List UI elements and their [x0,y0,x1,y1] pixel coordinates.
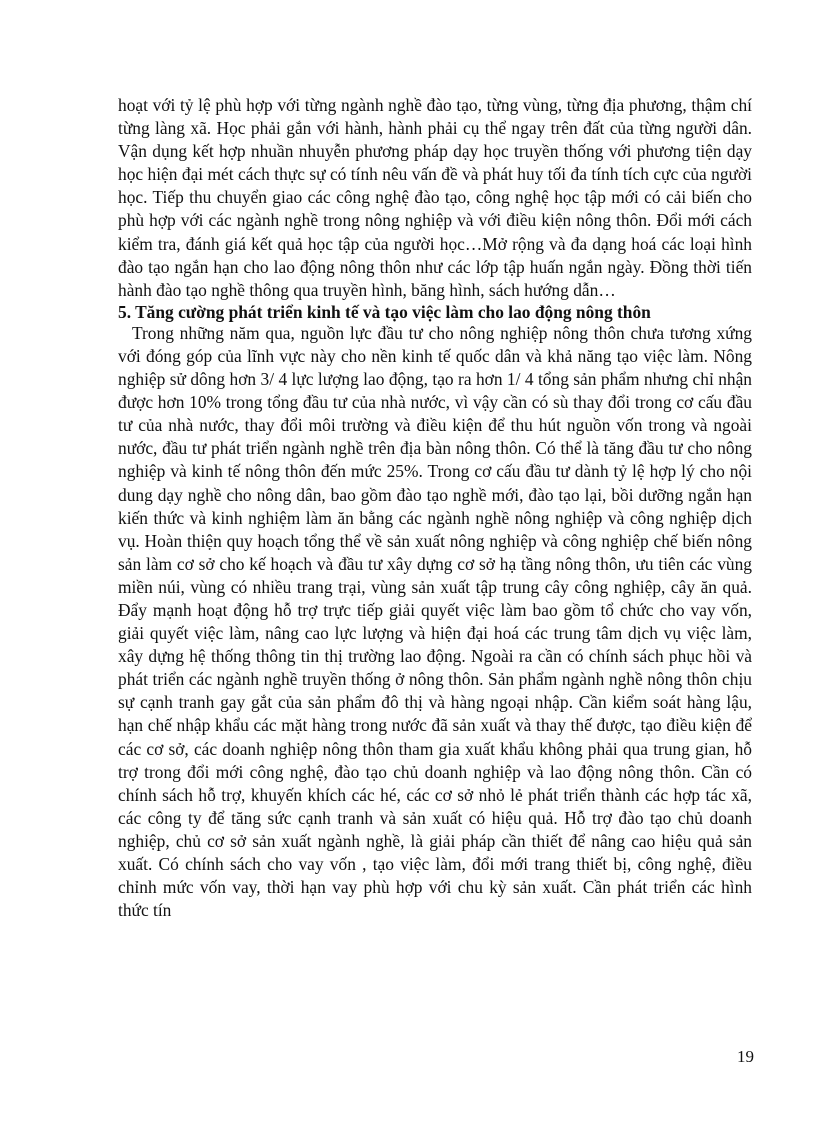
section-heading: 5. Tăng cường phát triển kinh tế và tạo việc làm cho lao động nông thôn [118,301,651,322]
paragraph-training-methods: hoạt với tỷ lệ phù hợp với từng ngành nghề đào tạo, từng vùng, từng địa phương, thậm chí từng làng xã. Học phải gắn với hành, hành phải cụ thể ngay trên đất của từng người dân. Vận dụng kết hợp nhuần nhuyễn phương pháp dạy học truyền thống với phương tiện dạy học hiện đại mét cách thực sự có tính nêu vấn đề và phát huy tối đa tính tích cực của người học. Tiếp thu chuyển giao các công nghệ đào tạo, công nghệ học tập mới có cải biến cho phù hợp với các ngành nghề trong nông nghiệp và với điều kiện nông thôn. Đổi mới cách kiểm tra, đánh giá kết quả học tập của người học…Mở rộng và đa dạng hoá các loại hình đào tạo ngắn hạn cho lao động nông thôn như các lớp tập huấn ngắn ngày. Đồng thời tiến hành đào tạo nghề thông qua truyền hình, băng hình, sách hướng dẫn… [118,95,752,300]
paragraph-economic-development: Trong những năm qua, nguồn lực đầu tư cho nông nghiệp nông thôn chưa tương xứng với đóng góp của lĩnh vực này cho nền kinh tế quốc dân và khả năng tạo việc làm. Nông nghiệp sử dông hơn 3/ 4 lực lượng lao động, tạo ra hơn 1/ 4 tổng sản phẩm nhưng chỉ nhận được hơn 10% trong tổng đầu tư của nhà nước, vì vậy cần có sù thay đổi trong cơ cấu đầu tư của nhà nước, thay đổi môi trường và điều kiện để thu hút nguồn vốn trong và ngoài nước, đầu tư phát triển ngành nghề trên địa bàn nông thôn. Có thể là tăng đầu tư cho nông nghiệp và kinh tế nông thôn đến mức 25%. Trong cơ cấu đầu tư dành tỷ lệ hợp lý cho nội dung dạy nghề cho nông dân, bao gồm đào tạo nghề mới, đào tạo lại, bồi dưỡng ngắn hạn kiến thức và kinh nghiệm làm ăn bằng các ngành nghề nông nghiệp và công nghiệp dịch vụ. Hoàn thiện quy hoạch tổng thể về sản xuất nông nghiệp và công nghiệp chế biến nông sản làm cơ sở cho kế hoạch và đầu tư xây dựng cơ sở hạ tầng nông thôn, ưu tiên các vùng miền núi, vùng có nhiều trang trại, vùng sản xuất tập trung cây công nghiệp, cây ăn quả. Đẩy mạnh hoạt động hỗ trợ trực tiếp giải quyết việc làm bao gồm tổ chức cho vay vốn, giải quyết việc làm, nâng cao lực lượng và hiện đại hoá các trung tâm dịch vụ việc làm, xây dựng hệ thống thông tin thị trường lao động. Ngoài ra cần có chính sách phục hồi và phát triển các ngành nghề truyền thống ở nông thôn. Sản phẩm ngành nghề nông thôn chịu sự cạnh tranh gay gắt của sản phẩm đô thị và hàng ngoại nhập. Cần kiểm soát hàng lậu, hạn chế nhập khẩu các mặt hàng trong nước đã sản xuất và thay thế được, tạo điều kiện để các cơ sở, các doanh nghiệp nông thôn tham gia xuất khẩu không phải qua trung gian, hỗ trợ trong đổi mới công nghệ, đào tạo chủ doanh nghiệp và lao động nông thôn. Cần có chính sách hỗ trợ, khuyến khích các hé, các cơ sở nhỏ lẻ phát triển thành các hợp tác xã, các công ty để tăng sức cạnh tranh và sản xuất có hiệu quả. Hỗ trợ đào tạo chủ doanh nghiệp, chủ cơ sở sản xuất ngành nghề, là giải pháp cần thiết để nâng cao hiệu quả sản xuất. Có chính sách cho vay vốn , tạo việc làm, đổi mới trang thiết bị, công nghệ, điều chỉnh mức vốn vay, thời hạn vay phù hợp với chu kỳ sản xuất. Cần phát triển các hình thức tín [118,322,752,921]
page-body [118,94,752,922]
page-number: 19 [737,1047,754,1066]
